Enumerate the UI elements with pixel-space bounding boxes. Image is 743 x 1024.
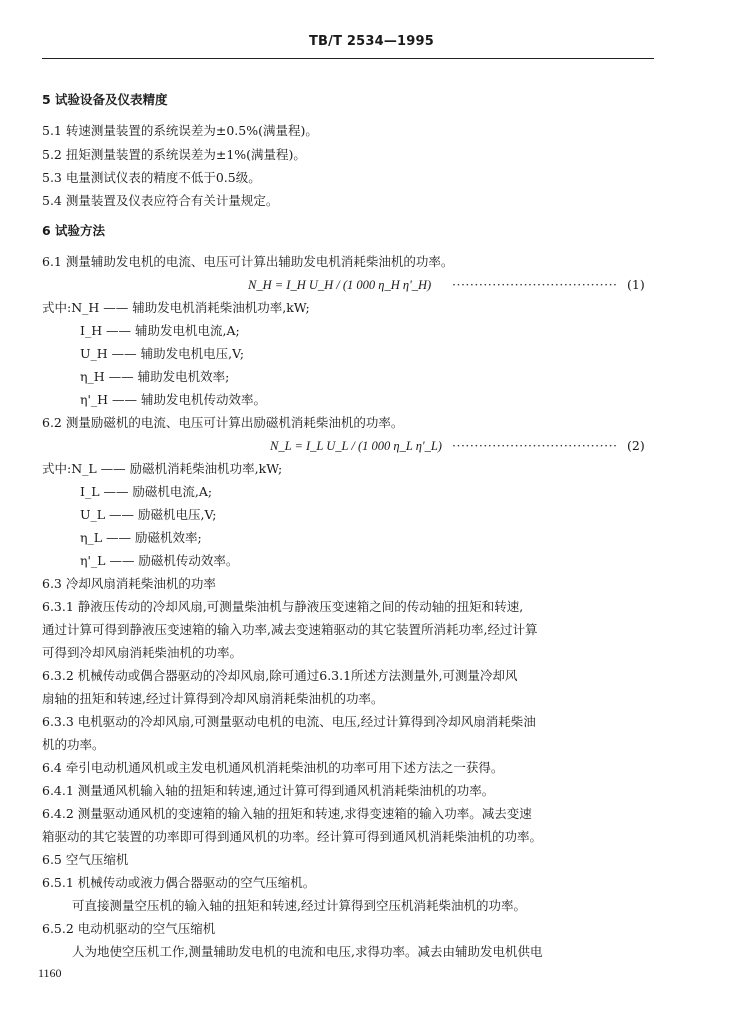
equation-2: N_L = I_L U_L / (1 000 η_L η'_L): [270, 439, 442, 453]
where-6-1-UH: U_H —— 辅助发电机电压,V;: [80, 346, 245, 361]
clause-6-3: 6.3 冷却风扇消耗柴油机的功率: [42, 576, 216, 591]
clause-5-1: 5.1 转速测量装置的系统误差为±0.5%(满量程)。: [42, 123, 318, 138]
clause-6-5: 6.5 空气压缩机: [42, 852, 129, 867]
clause-6-2: 6.2 测量励磁机的电流、电压可计算出励磁机消耗柴油机的功率。: [42, 415, 404, 430]
where-6-2-UL: U_L —— 励磁机电压,V;: [80, 507, 217, 522]
clause-5-4: 5.4 测量装置及仪表应符合有关计量规定。: [42, 193, 279, 208]
where-6-1-etaH: η_H —— 辅助发电机效率;: [80, 369, 230, 384]
where-6-1-NH: 式中:N_H —— 辅助发电机消耗柴油机功率,kW;: [42, 300, 310, 315]
clause-6-3-1-line1: 6.3.1 静液压传动的冷却风扇,可测量柴油机与静液压变速箱之间的传动轴的扭矩和转速,: [42, 599, 524, 614]
clause-6-3-2-line1: 6.3.2 机械传动或偶合器驱动的冷却风扇,除可通过6.3.1所述方法测量外,可测量冷却风: [42, 668, 518, 683]
section-5-heading: 5 试验设备及仪表精度: [42, 92, 168, 107]
clause-6-3-1-line3: 可得到冷却风扇消耗柴油机的功率。: [42, 645, 243, 660]
where-6-2-NL: 式中:N_L —— 励磁机消耗柴油机功率,kW;: [42, 461, 283, 476]
clause-5-3: 5.3 电量测试仪表的精度不低于0.5级。: [42, 170, 261, 185]
header-rule: [42, 58, 654, 59]
equation-2-leader: ·····································: [452, 438, 618, 453]
equation-2-number: (2): [627, 438, 645, 453]
clause-6-4-1: 6.4.1 测量通风机输入轴的扭矩和转速,通过计算可得到通风机消耗柴油机的功率。: [42, 783, 495, 798]
equation-1: N_H = I_H U_H / (1 000 η_H η'_H): [248, 278, 432, 292]
clause-6-1: 6.1 测量辅助发电机的电流、电压可计算出辅助发电机消耗柴油机的功率。: [42, 254, 454, 269]
where-6-1-etaH-prime: η'_H —— 辅助发电机传动效率。: [80, 392, 267, 407]
equation-1-leader: ·····································: [452, 277, 618, 292]
clause-6-3-3-line2: 机的功率。: [42, 737, 105, 752]
where-6-2-IL: I_L —— 励磁机电流,A;: [80, 484, 213, 499]
clause-6-3-2-line2: 扇轴的扭矩和转速,经过计算得到冷却风扇消耗柴油机的功率。: [42, 691, 384, 706]
page-number: 1160: [38, 966, 62, 980]
clause-6-4-2-line2: 箱驱动的其它装置的功率即可得到通风机的功率。经计算可得到通风机消耗柴油机的功率。: [42, 829, 543, 844]
where-6-2-etaL: η_L —— 励磁机效率;: [80, 530, 202, 545]
clause-6-4-2-line1: 6.4.2 测量驱动通风机的变速箱的输入轴的扭矩和转速,求得变速箱的输入功率。减去变速: [42, 806, 532, 821]
clause-6-3-3-line1: 6.3.3 电机驱动的冷却风扇,可测量驱动电机的电流、电压,经过计算得到冷却风扇消耗柴油: [42, 714, 536, 729]
equation-1-number: (1): [627, 277, 645, 292]
clause-6-4: 6.4 牵引电动机通风机或主发电机通风机消耗柴油机的功率可用下述方法之一获得。: [42, 760, 504, 775]
clause-6-5-2: 6.5.2 电动机驱动的空气压缩机: [42, 921, 216, 936]
clause-6-5-1-body: 可直接测量空压机的输入轴的扭矩和转速,经过计算得到空压机消耗柴油机的功率。: [72, 898, 526, 913]
where-6-1-IH: I_H —— 辅助发电机电流,A;: [80, 323, 240, 338]
clause-5-2: 5.2 扭矩测量装置的系统误差为±1%(满量程)。: [42, 147, 306, 162]
clause-6-5-1: 6.5.1 机械传动或液力偶合器驱动的空气压缩机。: [42, 875, 316, 890]
page-header-code: TB/T 2534—1995: [308, 34, 435, 49]
section-6-heading: 6 试验方法: [42, 223, 106, 238]
clause-6-5-2-body: 人为地使空压机工作,测量辅助发电机的电流和电压,求得功率。减去由辅助发电机供电: [72, 944, 543, 959]
clause-6-3-1-line2: 通过计算可得到静液压变速箱的输入功率,减去变速箱驱动的其它装置所消耗功率,经过计算: [42, 622, 538, 637]
where-6-2-etaL-prime: η'_L —— 励磁机传动效率。: [80, 553, 239, 568]
